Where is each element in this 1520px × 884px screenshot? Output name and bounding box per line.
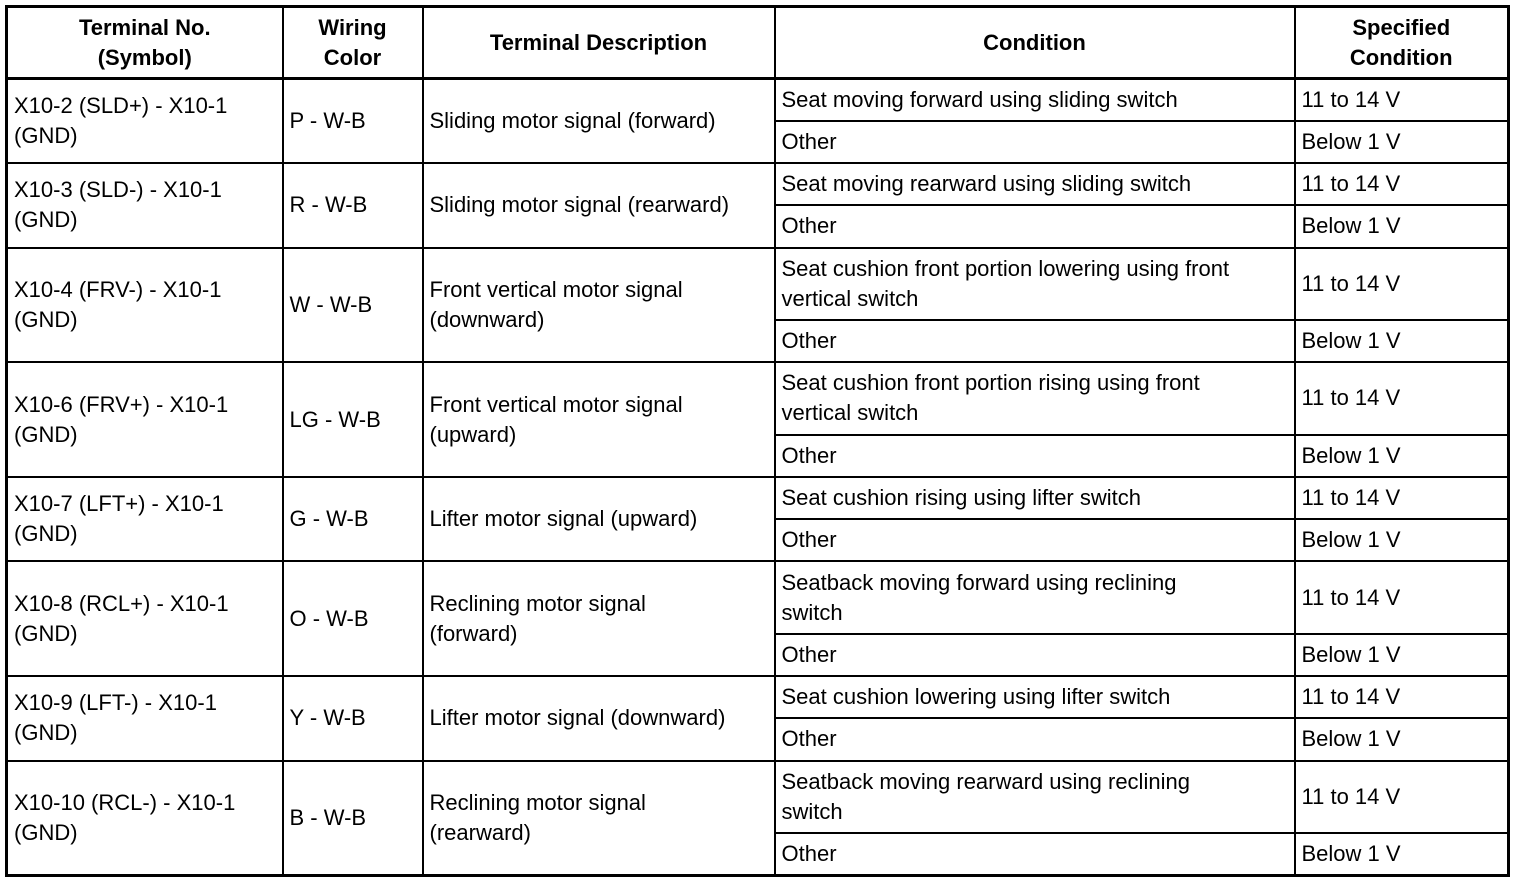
- description-text: Front vertical motor signal: [429, 276, 683, 302]
- terminal-text: X10-7 (LFT+) - X10-1: [14, 491, 224, 517]
- specified-condition-cell: Below 1 V: [1295, 320, 1509, 362]
- terminal-cell: [7, 676, 283, 761]
- condition-text: vertical switch: [781, 400, 919, 426]
- terminal-text: (GND): [14, 123, 78, 148]
- wiring-color-cell: B - W-B: [283, 761, 423, 876]
- description-text: (rearward): [429, 819, 531, 845]
- terminal-spec-table-wrapper: [5, 5, 1507, 877]
- description-text: (downward): [429, 306, 545, 332]
- table-body: [7, 79, 1509, 876]
- terminal-text: X10-8 (RCL+) - X10-1: [14, 590, 229, 616]
- terminal-text: (GND): [14, 306, 78, 332]
- wiring-color-cell: O - W-B: [283, 561, 423, 676]
- condition-text: Seat moving rearward using sliding switch: [781, 171, 1192, 197]
- specified-condition-cell: 11 to 14 V: [1295, 561, 1509, 633]
- description-text: Front vertical motor signal: [429, 391, 683, 417]
- condition-cell: [775, 79, 1295, 121]
- description-text: Reclining motor signal: [429, 789, 646, 815]
- table-row: [7, 561, 1509, 633]
- header-wiring-line: Color: [323, 44, 382, 70]
- specified-condition-cell: 11 to 14 V: [1295, 362, 1509, 434]
- terminal-text: X10-4 (FRV-) - X10-1: [14, 276, 222, 302]
- condition-cell: [775, 718, 1295, 760]
- specified-condition-cell: 11 to 14 V: [1295, 477, 1509, 519]
- header-terminal: [7, 7, 283, 79]
- specified-condition-cell: Below 1 V: [1295, 121, 1509, 163]
- terminal-cell: [7, 761, 283, 876]
- terminal-cell: [7, 362, 283, 477]
- condition-cell: [775, 320, 1295, 362]
- description-text: (upward): [429, 421, 517, 447]
- specified-condition-cell: Below 1 V: [1295, 519, 1509, 561]
- terminal-cell: [7, 163, 283, 248]
- table-row: [7, 676, 1509, 718]
- condition-cell: [775, 676, 1295, 718]
- table-row: [7, 477, 1509, 519]
- terminal-text: X10-10 (RCL-) - X10-1: [14, 789, 236, 815]
- wiring-color-cell: W - W-B: [283, 248, 423, 363]
- condition-cell: [775, 833, 1295, 875]
- terminal-description-cell: [423, 477, 775, 562]
- terminal-text: X10-2 (SLD+) - X10-1: [14, 93, 228, 118]
- terminal-text: (GND): [14, 521, 78, 547]
- specified-condition-cell: Below 1 V: [1295, 718, 1509, 760]
- condition-text: Seat cushion front portion rising using front: [781, 370, 1200, 396]
- condition-cell: [775, 205, 1295, 247]
- wiring-color-cell: Y - W-B: [283, 676, 423, 761]
- condition-text: switch: [781, 599, 843, 625]
- condition-cell: [775, 163, 1295, 205]
- condition-text: Other: [781, 841, 837, 867]
- specified-condition-cell: Below 1 V: [1295, 205, 1509, 247]
- condition-text: Other: [781, 527, 837, 553]
- header-wiring-color: [283, 7, 423, 79]
- specified-condition-cell: 11 to 14 V: [1295, 248, 1509, 320]
- condition-text: Seatback moving rearward using reclining: [781, 768, 1190, 794]
- condition-cell: [775, 519, 1295, 561]
- terminal-text: X10-9 (LFT-) - X10-1: [14, 690, 217, 716]
- specified-condition-cell: 11 to 14 V: [1295, 163, 1509, 205]
- terminal-description-cell: [423, 163, 775, 248]
- table-row: [7, 362, 1509, 434]
- condition-text: Other: [781, 726, 837, 752]
- condition-text: switch: [781, 798, 843, 824]
- header-terminal-line: Terminal No.: [78, 14, 211, 40]
- condition-text: Seatback moving forward using reclining: [781, 569, 1177, 595]
- condition-cell: [775, 477, 1295, 519]
- terminal-text: (GND): [14, 819, 78, 845]
- terminal-cell: [7, 561, 283, 676]
- wiring-color-cell: G - W-B: [283, 477, 423, 562]
- condition-cell: [775, 121, 1295, 163]
- table-row: [7, 79, 1509, 121]
- specified-condition-cell: 11 to 14 V: [1295, 761, 1509, 833]
- condition-text: Other: [781, 328, 837, 354]
- terminal-text: (GND): [14, 207, 78, 233]
- condition-cell: [775, 634, 1295, 676]
- description-text: Sliding motor signal (rearward): [429, 192, 730, 218]
- terminal-description-cell: [423, 561, 775, 676]
- condition-text: Seat cushion rising using lifter switch: [781, 485, 1141, 511]
- description-text: Lifter motor signal (downward): [429, 705, 726, 731]
- condition-text: Seat cushion front portion lowering using front: [781, 255, 1230, 281]
- condition-text: vertical switch: [781, 285, 919, 311]
- header-specified-line: Condition: [1349, 44, 1453, 70]
- terminal-description-cell: [423, 248, 775, 363]
- terminal-description-cell: [423, 761, 775, 876]
- terminal-description-cell: [423, 79, 775, 164]
- terminal-spec-table: [5, 5, 1510, 877]
- table-row: [7, 163, 1509, 205]
- wiring-color-cell: LG - W-B: [283, 362, 423, 477]
- condition-text: Other: [781, 213, 837, 239]
- terminal-description-cell: [423, 676, 775, 761]
- terminal-cell: [7, 79, 283, 164]
- header-terminal-description: Terminal Description: [423, 7, 775, 79]
- terminal-text: (GND): [14, 720, 78, 746]
- specified-condition-cell: Below 1 V: [1295, 435, 1509, 477]
- specified-condition-cell: 11 to 14 V: [1295, 676, 1509, 718]
- header-terminal-line: (Symbol): [97, 44, 192, 70]
- header-condition: Condition: [775, 7, 1295, 79]
- description-text: Sliding motor signal (forward): [429, 108, 716, 133]
- specified-condition-cell: Below 1 V: [1295, 634, 1509, 676]
- condition-cell: [775, 561, 1295, 633]
- condition-text: Seat moving forward using sliding switch: [781, 86, 1178, 112]
- table-header-row: [7, 7, 1509, 79]
- terminal-text: (GND): [14, 620, 78, 646]
- condition-text: Other: [781, 442, 837, 468]
- condition-text: Other: [781, 641, 837, 667]
- description-text: Reclining motor signal: [429, 590, 646, 616]
- condition-cell: [775, 761, 1295, 833]
- wiring-color-cell: R - W-B: [283, 163, 423, 248]
- terminal-description-cell: [423, 362, 775, 477]
- table-row: [7, 761, 1509, 833]
- header-specified-line: Specified: [1352, 14, 1451, 40]
- terminal-text: (GND): [14, 421, 78, 447]
- description-text: (forward): [429, 620, 518, 646]
- specified-condition-cell: Below 1 V: [1295, 833, 1509, 875]
- terminal-text: X10-6 (FRV+) - X10-1: [14, 391, 229, 417]
- wiring-color-cell: P - W-B: [283, 79, 423, 164]
- condition-cell: [775, 248, 1295, 320]
- terminal-cell: [7, 248, 283, 363]
- condition-cell: [775, 362, 1295, 434]
- terminal-cell: [7, 477, 283, 562]
- specified-condition-cell: 11 to 14 V: [1295, 79, 1509, 121]
- header-specified-condition: [1295, 7, 1509, 79]
- condition-text: Other: [781, 128, 837, 154]
- terminal-text: X10-3 (SLD-) - X10-1: [14, 177, 222, 203]
- description-text: Lifter motor signal (upward): [429, 506, 698, 532]
- table-row: [7, 248, 1509, 320]
- condition-text: Seat cushion lowering using lifter switch: [781, 684, 1171, 710]
- condition-cell: [775, 435, 1295, 477]
- header-wiring-line: Wiring: [318, 14, 387, 40]
